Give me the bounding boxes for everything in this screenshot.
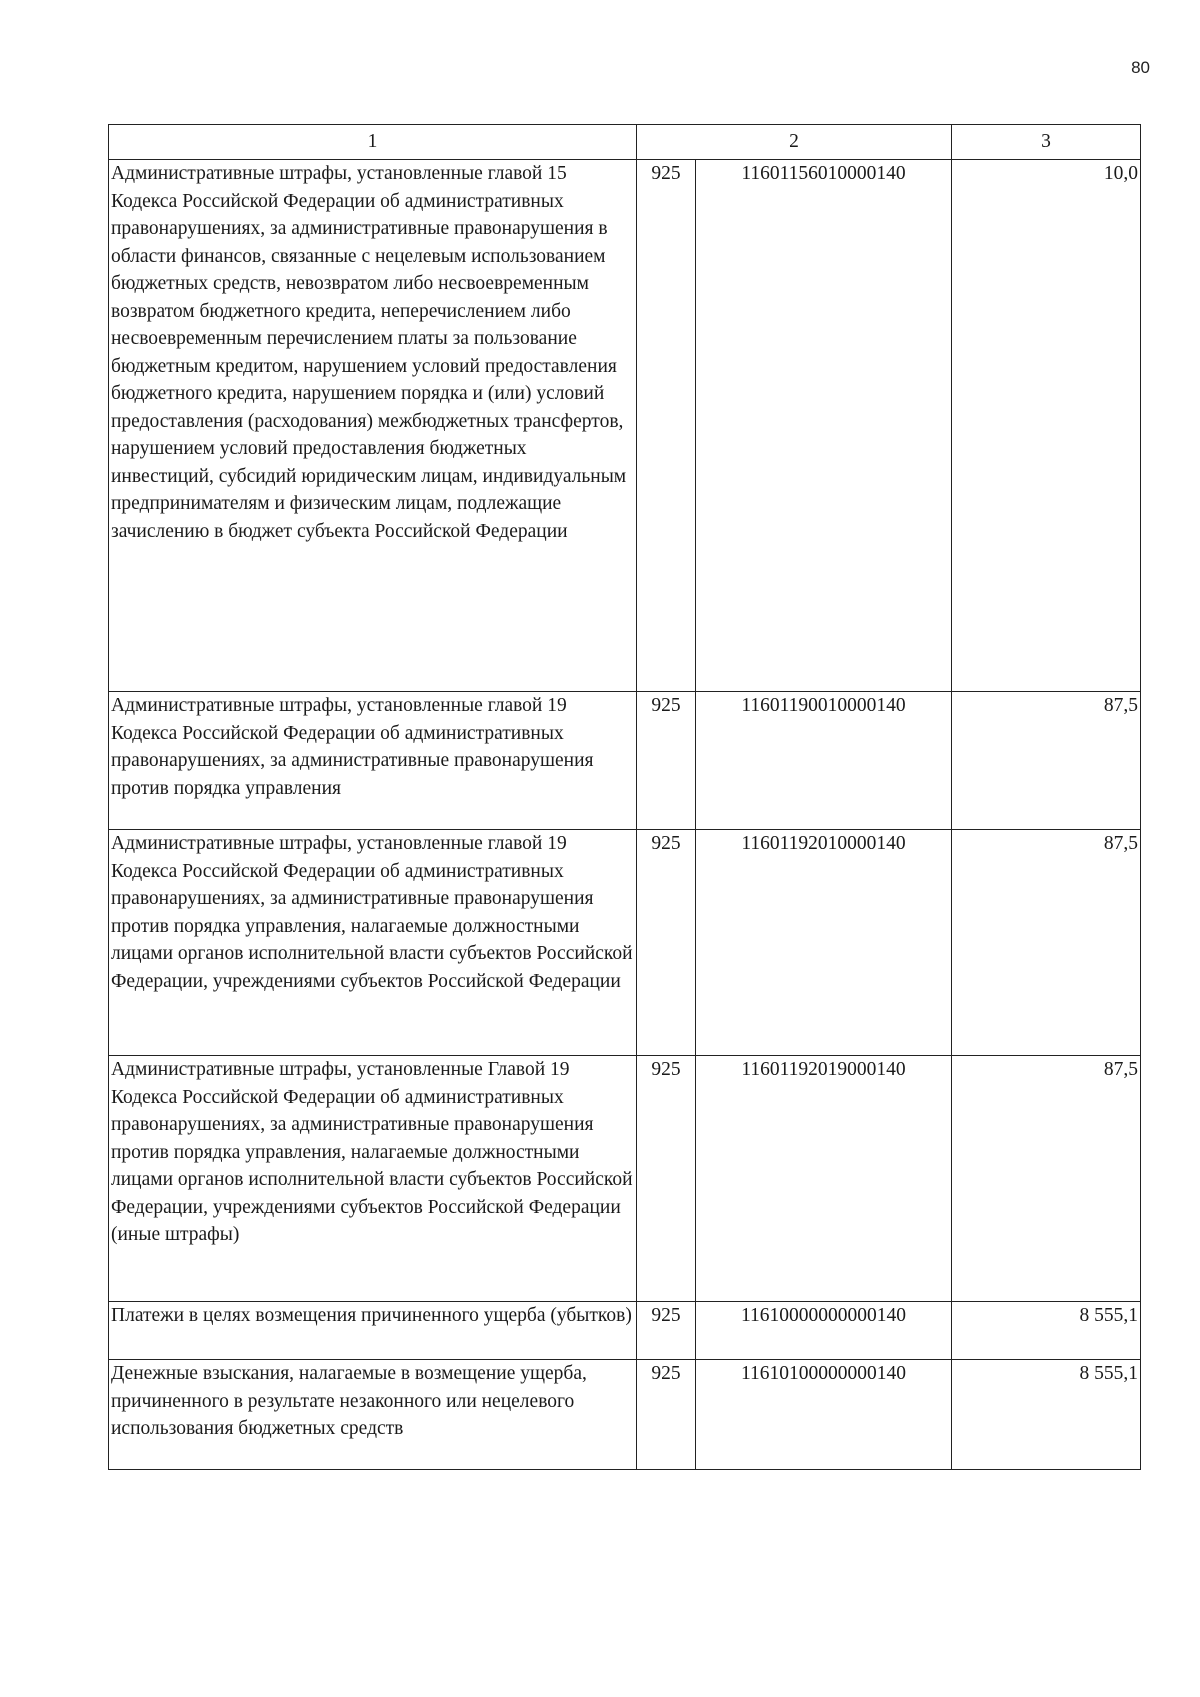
row-name: Административные штрафы, установленные главой 15 Кодекса Российской Федерации об административных правонарушениях, за административные правонарушения в области финансов, связанные с нецелевым использованием бюджетных средств, невозвратом либо несвоевременным возвратом бюджетного кредита, неперечислением либо несвоевременным перечислением платы за пользование бюджетным кредитом, нарушением условий предоставления бюджетного кредита, нарушением порядка и (или) условий предоставления (расходования) межбюджетных трансфертов, нарушением условий предоставления бюджетных инвестиций, субсидий юридическим лицам, индивидуальным предпринимателям и физическим лицам, подлежащие зачислению в бюджет субъекта Российской Федерации <box>109 160 637 692</box>
row-admin-code: 925 <box>637 1360 696 1470</box>
row-admin-code: 925 <box>637 692 696 830</box>
table-row <box>109 692 1141 830</box>
row-amount: 10,0 <box>952 160 1141 692</box>
row-budget-code: 11601190010000140 <box>696 692 952 830</box>
row-amount: 87,5 <box>952 1056 1141 1302</box>
header-col-2: 2 <box>637 125 952 160</box>
page-number: 80 <box>1131 58 1150 77</box>
table-row <box>109 1302 1141 1360</box>
row-amount: 8 555,1 <box>952 1360 1141 1470</box>
row-budget-code: 11601156010000140 <box>696 160 952 692</box>
row-name: Административные штрафы, установленные Главой 19 Кодекса Российской Федерации об административных правонарушениях, за административные правонарушения против порядка управления, налагаемые должностными лицами органов исполнительной власти субъектов Российской Федерации, учреждениями субъектов Российской Федерации (иные штрафы) <box>109 1056 637 1302</box>
row-budget-code: 11601192010000140 <box>696 830 952 1056</box>
row-name: Денежные взыскания, налагаемые в возмещение ущерба, причиненного в результате незаконного или нецелевого использования бюджетных средств <box>109 1360 637 1470</box>
row-amount: 8 555,1 <box>952 1302 1141 1360</box>
row-budget-code: 11610000000000140 <box>696 1302 952 1360</box>
row-admin-code: 925 <box>637 830 696 1056</box>
row-amount: 87,5 <box>952 692 1141 830</box>
table-row <box>109 1360 1141 1470</box>
row-amount: 87,5 <box>952 830 1141 1056</box>
table-row <box>109 160 1141 692</box>
row-budget-code: 11601192019000140 <box>696 1056 952 1302</box>
row-name: Административные штрафы, установленные главой 19 Кодекса Российской Федерации об административных правонарушениях, за административные правонарушения против порядка управления <box>109 692 637 830</box>
row-admin-code: 925 <box>637 160 696 692</box>
row-name: Административные штрафы, установленные главой 19 Кодекса Российской Федерации об административных правонарушениях, за административные правонарушения против порядка управления, налагаемые должностными лицами органов исполнительной власти субъектов Российской Федерации, учреждениями субъектов Российской Федерации <box>109 830 637 1056</box>
header-row <box>109 125 1141 160</box>
header-col-1: 1 <box>109 125 637 160</box>
header-col-3: 3 <box>952 125 1141 160</box>
row-admin-code: 925 <box>637 1056 696 1302</box>
table-row <box>109 1056 1141 1302</box>
row-budget-code: 11610100000000140 <box>696 1360 952 1470</box>
row-name: Платежи в целях возмещения причиненного ущерба (убытков) <box>109 1302 637 1360</box>
table-row <box>109 830 1141 1056</box>
row-admin-code: 925 <box>637 1302 696 1360</box>
revenue-table <box>108 124 1141 1470</box>
